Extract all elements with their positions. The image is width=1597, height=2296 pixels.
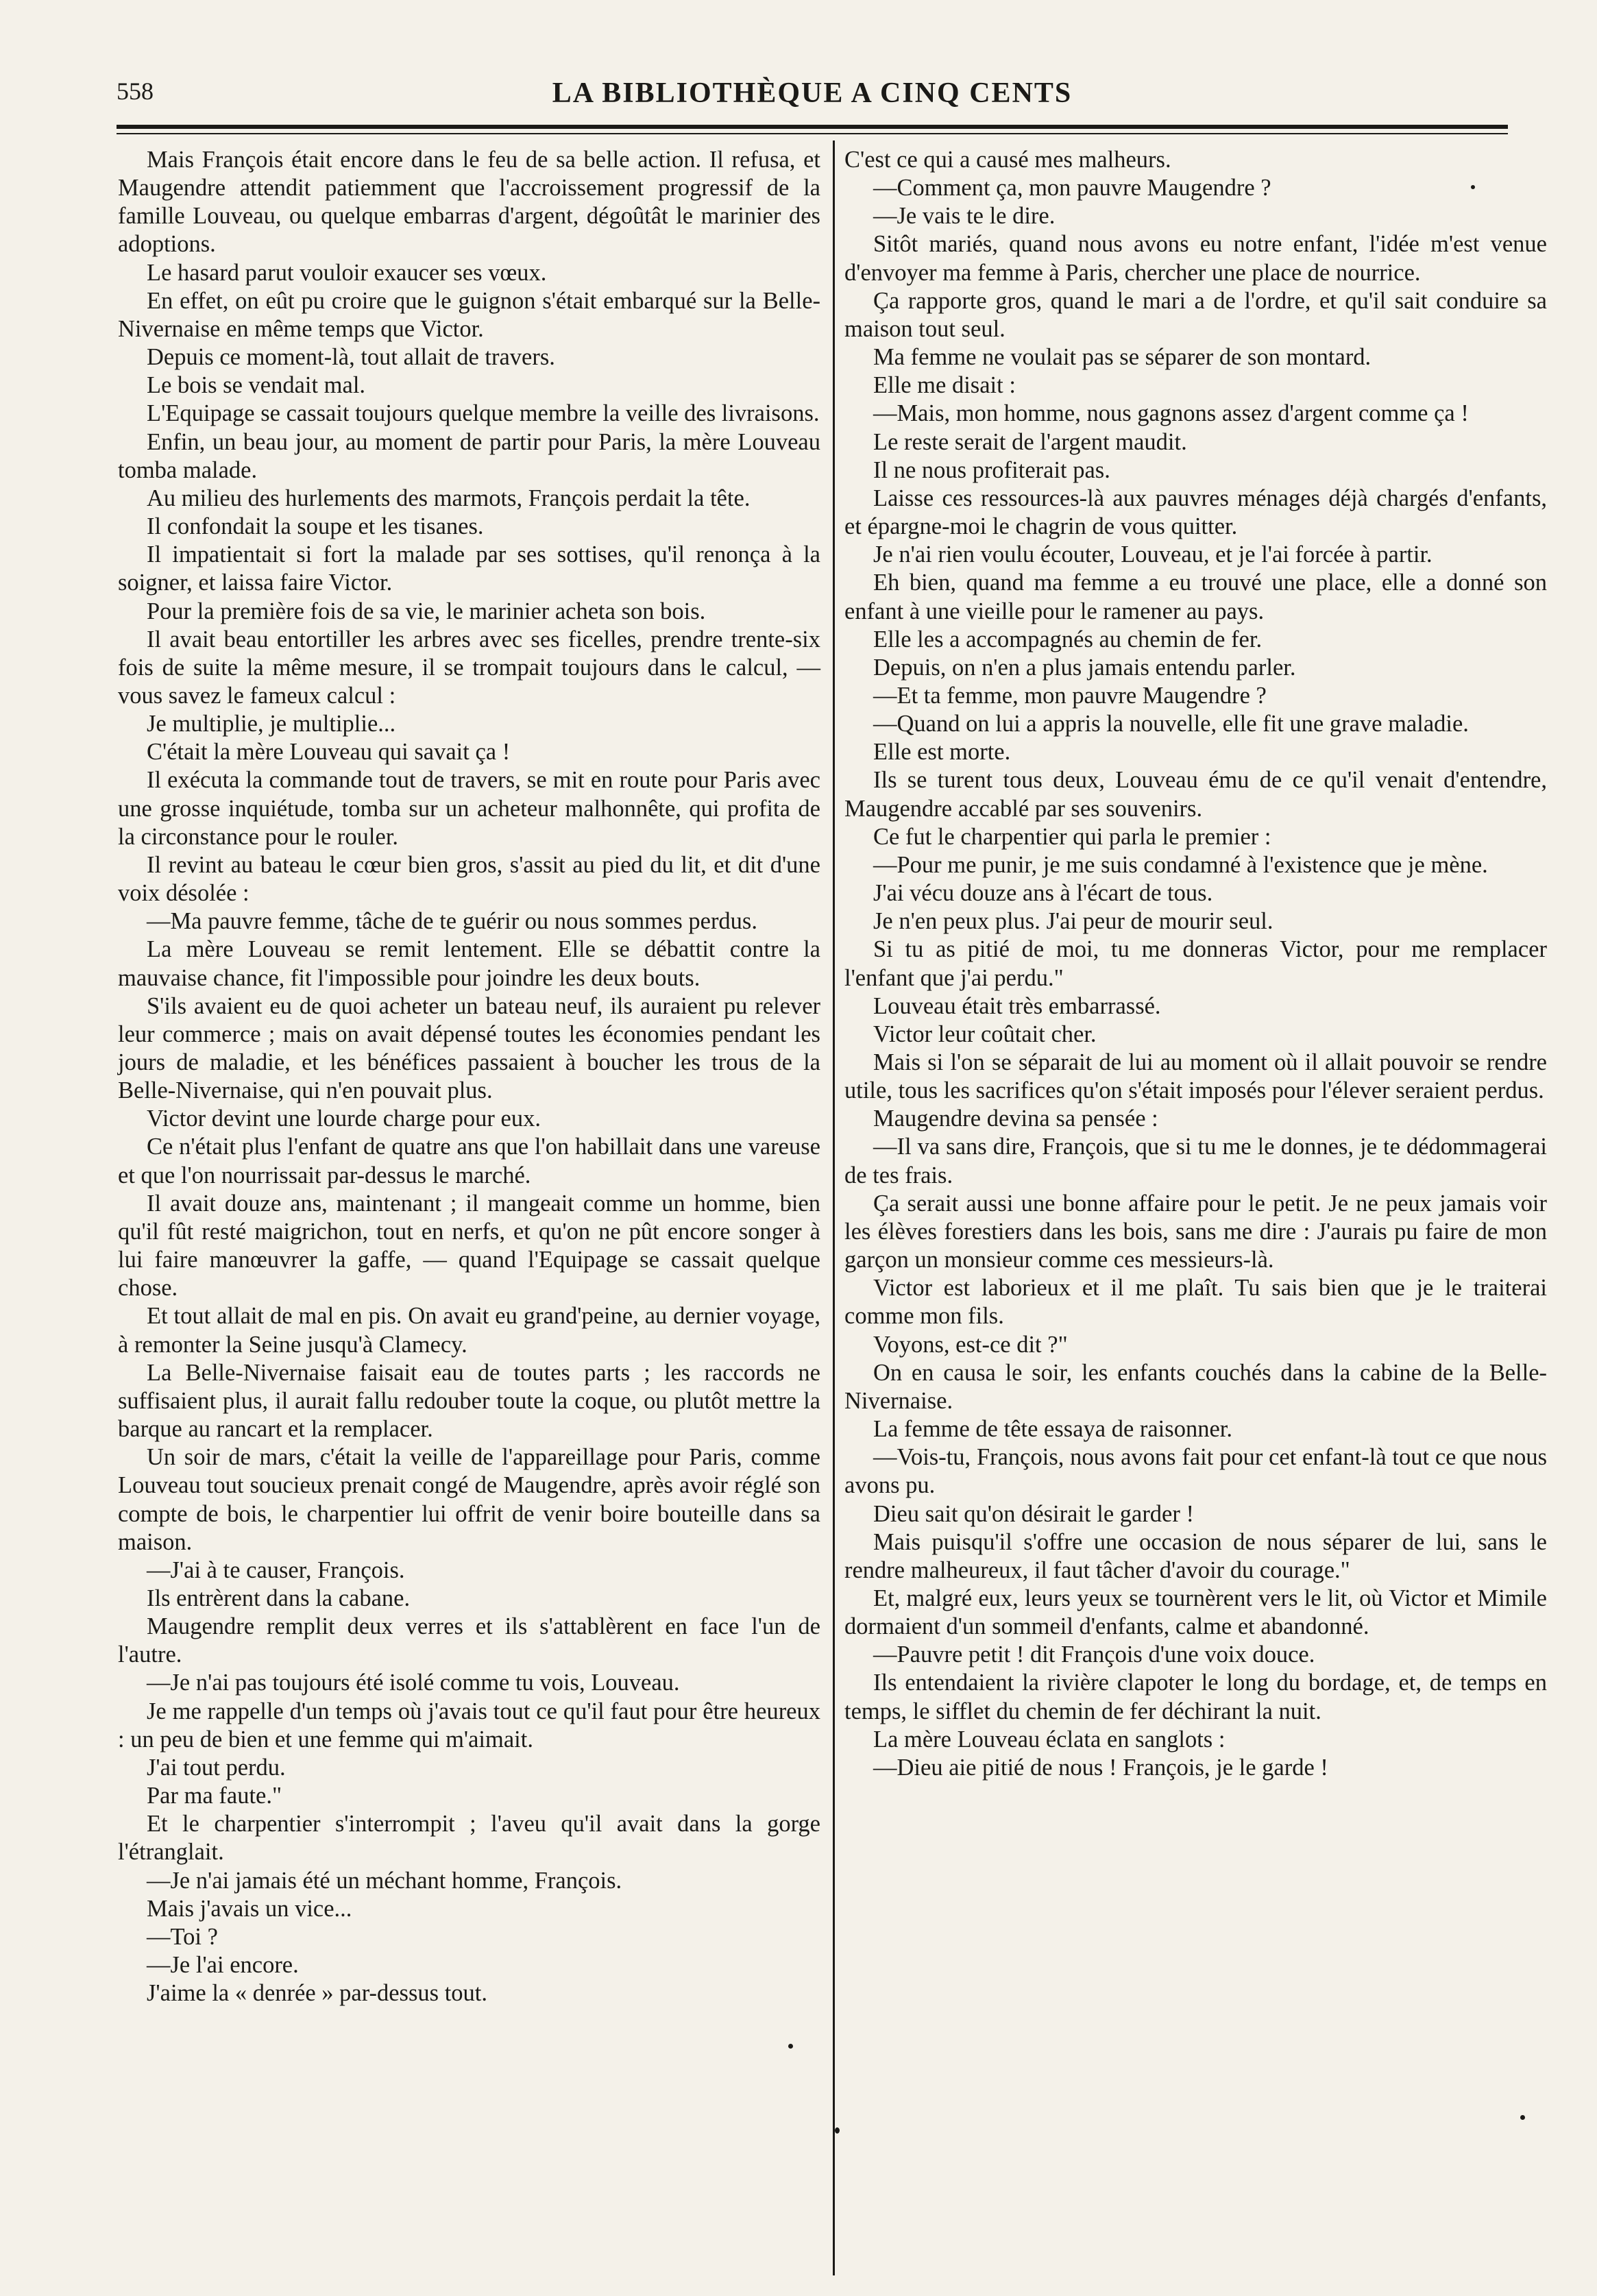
paragraph: Ils entendaient la rivière clapoter le long du bordage, et, de temps en temps, le sifflet du chemin de fer déchirant la nuit. bbox=[844, 1670, 1547, 1724]
paragraph: En effet, on eût pu croire que le guignon s'était embarqué sur la Belle-Nivernaise en même temps que Victor. bbox=[118, 287, 820, 342]
paragraph: Il ne nous profiterait pas. bbox=[873, 456, 1110, 483]
paragraph: Elle me disait : bbox=[873, 372, 1016, 399]
running-title: LA BIBLIOTHÈQUE A CINQ CENTS bbox=[552, 77, 1073, 109]
paragraph: Il revint au bateau le cœur bien gros, s'assit au pied du lit, et dit d'une voix désolée : bbox=[118, 851, 820, 907]
paragraph: Le bois se vendait mal. bbox=[147, 372, 366, 399]
paragraph: —Je l'ai encore. bbox=[147, 1952, 299, 1978]
paragraph: Eh bien, quand ma femme a eu trouvé une place, elle a donné son enfant à une vieille pour le ramener au pays. bbox=[844, 570, 1547, 624]
paragraph: —Il va sans dire, François, que si tu me le donnes, je te dédommagerai de tes frais. bbox=[844, 1134, 1547, 1188]
paragraph: Ils entrèrent dans la cabane. bbox=[147, 1585, 411, 1611]
paragraph: Ça rapporte gros, quand le mari a de l'ordre, et qu'il sait conduire sa maison tout seul. bbox=[844, 287, 1547, 342]
paragraph: Il impatientait si fort la malade par ses sottises, qu'il renonça à la soigner, et laissa faire Victor. bbox=[118, 541, 820, 596]
paragraph: Maugendre remplit deux verres et ils s'attablèrent en face l'un de l'autre. bbox=[118, 1613, 820, 1668]
paragraph: Je n'ai rien voulu écouter, Louveau, et je l'ai forcée à partir. bbox=[873, 541, 1433, 568]
paragraph: —Comment ça, mon pauvre Maugendre ? bbox=[873, 175, 1271, 201]
paragraph: Victor devint une lourde charge pour eux. bbox=[147, 1106, 541, 1132]
page-header bbox=[117, 77, 1508, 118]
paragraph: Il confondait la soupe et les tisanes. bbox=[147, 513, 484, 540]
paragraph: J'ai vécu douze ans à l'écart de tous. bbox=[873, 880, 1213, 907]
paragraph: J'aime la « denrée » par-dessus tout. bbox=[147, 1980, 487, 2007]
paragraph: Enfin, un beau jour, au moment de partir pour Paris, la mère Louveau tomba malade. bbox=[118, 428, 820, 483]
paragraph: —Je n'ai jamais été un méchant homme, François. bbox=[147, 1867, 622, 1894]
paragraph: Sitôt mariés, quand nous avons eu notre enfant, l'idée m'est venue d'envoyer ma femme à Paris, chercher une place de nourrice. bbox=[844, 231, 1547, 286]
paragraph: Elle les a accompagnés au chemin de fer. bbox=[873, 626, 1263, 652]
paragraph: Voyons, est-ce dit ?" bbox=[873, 1331, 1068, 1358]
paragraph: —Pauvre petit ! dit François d'une voix douce. bbox=[873, 1641, 1315, 1668]
paragraph: Je me rappelle d'un temps où j'avais tout ce qu'il faut pour être heureux : un peu de bien et une femme qui m'aimait. bbox=[118, 1698, 820, 1752]
paragraph: Je multiplie, je multiplie... bbox=[147, 711, 396, 737]
paragraph: Le hasard parut vouloir exaucer ses vœux. bbox=[147, 259, 547, 286]
right-column bbox=[844, 146, 1547, 1782]
paragraph: Et, malgré eux, leurs yeux se tournèrent vers le lit, où Victor et Mimile dormaient d'un sommeil d'enfants, calme et abandonné. bbox=[844, 1585, 1547, 1640]
paragraph: Louveau était très embarrassé. bbox=[873, 992, 1161, 1019]
paragraph: Ma femme ne voulait pas se séparer de son montard. bbox=[873, 344, 1372, 371]
print-speck bbox=[835, 2127, 840, 2134]
paragraph: Je n'en peux plus. J'ai peur de mourir seul. bbox=[873, 908, 1273, 935]
paragraph: Il avait beau entortiller les arbres avec ses ficelles, prendre trente-six fois de suite la même mesure, il se trompait toujours dans le calcul, — vous savez le fameux calcul : bbox=[118, 626, 820, 709]
paragraph: Et le charpentier s'interrompit ; l'aveu qu'il avait dans la gorge l'étranglait. bbox=[118, 1811, 820, 1866]
paragraph: Un soir de mars, c'était la veille de l'appareillage pour Paris, comme Louveau tout soucieux prenait congé de Maugendre, après avoir réglé son compte de bois, le charpentier lui offrit de venir boire bouteille dans sa maison. bbox=[118, 1444, 820, 1555]
paragraph: C'est ce qui a causé mes malheurs. bbox=[844, 147, 1171, 173]
paragraph: Mais puisqu'il s'offre une occasion de nous séparer de lui, sans le rendre malheureux, il faut tâcher d'avoir du courage." bbox=[844, 1528, 1547, 1583]
paragraph: Pour la première fois de sa vie, le marinier acheta son bois. bbox=[147, 598, 706, 624]
paragraph: —Vois-tu, François, nous avons fait pour cet enfant-là tout ce que nous avons pu. bbox=[844, 1444, 1547, 1499]
paragraph: Il avait douze ans, maintenant ; il mangeait comme un homme, bien qu'il fût resté maigrichon, tout en nerfs, et qu'on ne pût encore songer à lui faire manœuvrer la gaffe, — quand l'Equipage se cassait quelque chose. bbox=[118, 1190, 820, 1302]
header-rule-thin bbox=[117, 133, 1508, 134]
paragraph: —Pour me punir, je me suis condamné à l'existence que je mène. bbox=[873, 851, 1488, 878]
paragraph: Au milieu des hurlements des marmots, François perdait la tête. bbox=[147, 485, 751, 511]
paragraph: Maugendre devina sa pensée : bbox=[873, 1106, 1158, 1132]
paragraph: Depuis, on n'en a plus jamais entendu parler. bbox=[873, 654, 1296, 681]
paragraph: —Je n'ai pas toujours été isolé comme tu vois, Louveau. bbox=[147, 1670, 680, 1696]
paragraph: Si tu as pitié de moi, tu me donneras Victor, pour me remplacer l'enfant que j'ai perdu." bbox=[844, 936, 1547, 991]
paragraph: Ils se turent tous deux, Louveau ému de ce qu'il venait d'entendre, Maugendre accablé par ses souvenirs. bbox=[844, 767, 1547, 822]
column-divider bbox=[833, 141, 835, 2275]
paragraph: On en causa le soir, les enfants couchés dans la cabine de la Belle-Nivernaise. bbox=[844, 1359, 1547, 1414]
paragraph: La mère Louveau éclata en sanglots : bbox=[873, 1726, 1226, 1752]
paragraph: La Belle-Nivernaise faisait eau de toutes parts ; les raccords ne suffisaient plus, il aurait fallu redouber toute la coque, ou plutôt mettre la barque au rancart et la remplacer. bbox=[118, 1359, 820, 1443]
paragraph: Depuis ce moment-là, tout allait de travers. bbox=[147, 344, 555, 371]
paragraph: —Quand on lui a appris la nouvelle, elle fit une grave maladie. bbox=[873, 711, 1469, 737]
paragraph: Mais François était encore dans le feu de sa belle action. Il refusa, et Maugendre attendit patiemment que l'accroissement progressif de la famille Louveau, ou quelque embarras d'argent, dégoûtât le marinier des adoptions. bbox=[118, 147, 820, 258]
header-rule-thick bbox=[117, 125, 1508, 129]
paragraph: Le reste serait de l'argent maudit. bbox=[873, 428, 1187, 455]
print-speck bbox=[1520, 2115, 1525, 2120]
paragraph: Ce fut le charpentier qui parla le premier : bbox=[873, 823, 1271, 850]
paragraph: Mais si l'on se séparait de lui au moment où il allait pouvoir se rendre utile, tous les sacrifices qu'on s'était imposés pour l'élever seraient perdus. bbox=[844, 1049, 1547, 1104]
paragraph: Victor leur coûtait cher. bbox=[873, 1021, 1097, 1047]
paragraph: J'ai tout perdu. bbox=[147, 1754, 286, 1781]
paragraph: C'était la mère Louveau qui savait ça ! bbox=[147, 739, 511, 766]
paragraph: Il exécuta la commande tout de travers, se mit en route pour Paris avec une grosse inquiétude, tomba sur un acheteur malhonnête, qui profita de la circonstance pour le rouler. bbox=[118, 767, 820, 850]
paragraph: —Et ta femme, mon pauvre Maugendre ? bbox=[873, 682, 1267, 709]
paragraph: —Ma pauvre femme, tâche de te guérir ou nous sommes perdus. bbox=[147, 908, 757, 935]
left-column bbox=[118, 146, 820, 2007]
paragraph: —Toi ? bbox=[147, 1923, 218, 1950]
paragraph: La mère Louveau se remit lentement. Elle se débattit contre la mauvaise chance, fit l'impossible pour joindre les deux bouts. bbox=[118, 936, 820, 991]
print-speck bbox=[1471, 185, 1475, 189]
paragraph: L'Equipage se cassait toujours quelque membre la veille des livraisons. bbox=[147, 400, 820, 427]
paragraph: Par ma faute." bbox=[147, 1783, 282, 1809]
paragraph: —J'ai à te causer, François. bbox=[147, 1556, 405, 1583]
page-number: 558 bbox=[117, 77, 154, 105]
paragraph: Laisse ces ressources-là aux pauvres ménages déjà chargés d'enfants, et épargne-moi le chagrin de vous quitter. bbox=[844, 485, 1547, 540]
paragraph: —Mais, mon homme, nous gagnons assez d'argent comme ça ! bbox=[873, 400, 1469, 427]
paragraph: Victor est laborieux et il me plaît. Tu sais bien que je le traiterai comme mon fils. bbox=[844, 1275, 1547, 1330]
paragraph: S'ils avaient eu de quoi acheter un bateau neuf, ils auraient pu relever leur commerce ; mais on avait dépensé toutes les économies pendant les jours de maladie, et les bénéfices passaient à boucher les trous de la Belle-Nivernaise, qui n'en pouvait plus. bbox=[118, 992, 820, 1104]
paragraph: —Je vais te le dire. bbox=[873, 203, 1056, 230]
paragraph: Elle est morte. bbox=[873, 739, 1011, 766]
paragraph: Ça serait aussi une bonne affaire pour le petit. Je ne peux jamais voir les élèves forestiers dans les bois, sans me dire : J'aurais pu faire de mon garçon un monsieur comme ces messieurs-là. bbox=[844, 1190, 1547, 1273]
paragraph: Mais j'avais un vice... bbox=[147, 1895, 352, 1922]
paragraph: —Dieu aie pitié de nous ! François, je le garde ! bbox=[873, 1754, 1328, 1781]
print-speck bbox=[788, 2044, 793, 2049]
paragraph: Dieu sait qu'on désirait le garder ! bbox=[873, 1500, 1194, 1527]
paragraph: Ce n'était plus l'enfant de quatre ans que l'on habillait dans une vareuse et que l'on nourrissait par-dessus le marché. bbox=[118, 1134, 820, 1188]
paragraph: Et tout allait de mal en pis. On avait eu grand'peine, au dernier voyage, à remonter la Seine jusqu'à Clamecy. bbox=[118, 1303, 820, 1358]
paragraph: La femme de tête essaya de raisonner. bbox=[873, 1416, 1232, 1443]
